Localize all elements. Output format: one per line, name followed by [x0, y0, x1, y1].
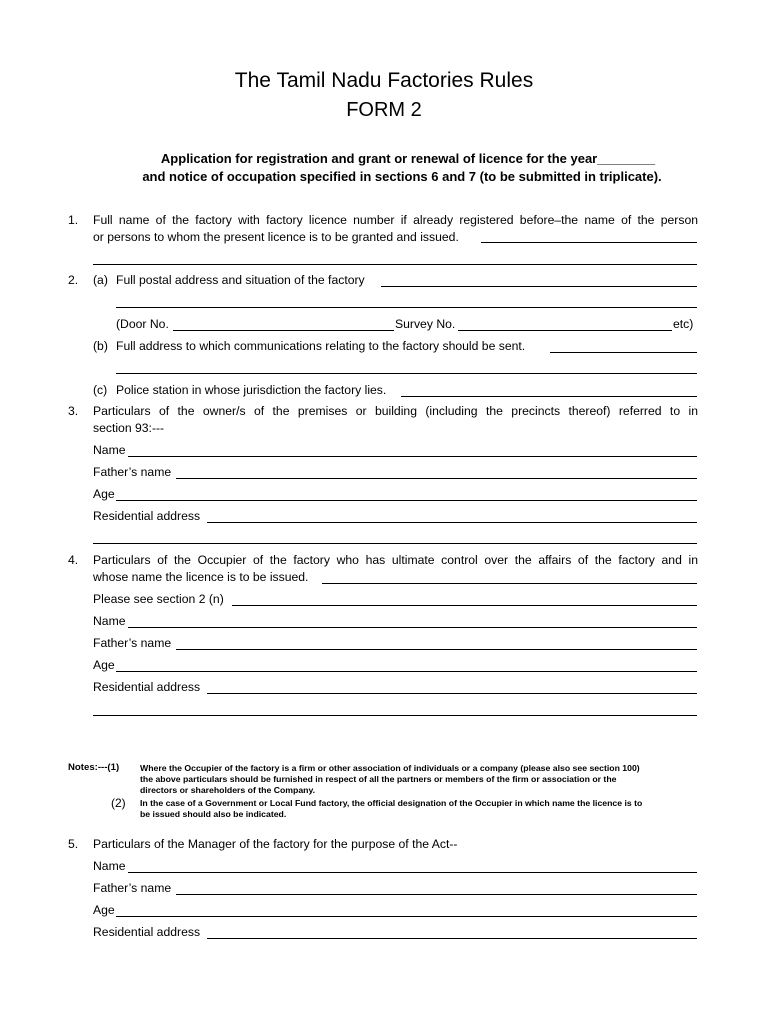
- section-2n-note: Please see section 2 (n): [93, 592, 224, 606]
- owner-age-field[interactable]: [116, 500, 697, 501]
- section-2-number: 2.: [68, 273, 79, 287]
- occupier-name-field[interactable]: [128, 627, 697, 628]
- occupier-father-label: Father’s name: [93, 636, 172, 650]
- section-5-text: Particulars of the Manager of the factory for the purpose of the Act--: [93, 837, 458, 851]
- factory-address-field[interactable]: [381, 286, 697, 287]
- manager-father-label: Father’s name: [93, 881, 172, 895]
- section-1-number: 1.: [68, 213, 79, 227]
- communication-address-field[interactable]: [550, 352, 697, 353]
- owner-father-label: Father’s name: [93, 465, 172, 479]
- note-2-number: (2): [111, 796, 126, 810]
- police-station-field[interactable]: [401, 396, 697, 397]
- manager-age-field[interactable]: [116, 916, 697, 917]
- section-3-text-2: section 93:---: [93, 421, 165, 435]
- occupier-father-field[interactable]: [176, 649, 697, 650]
- section-2b-label: (b): [93, 339, 108, 353]
- section-2c-label: (c): [93, 383, 108, 397]
- note-1-line-2: the above particulars should be furnished in respect of all the partners or members of the firm or association or the: [140, 774, 617, 784]
- occupier-address-field-2[interactable]: [93, 715, 697, 716]
- owner-address-field-2[interactable]: [93, 543, 697, 544]
- occupier-name-label: Name: [93, 614, 126, 628]
- intro-line-1: Application for registration and grant or renewal of licence for the year________: [160, 151, 656, 166]
- manager-father-field[interactable]: [176, 894, 697, 895]
- section-1-text-2: or persons to whom the present licence is to be granted and issued.: [93, 230, 459, 244]
- door-no-field[interactable]: [173, 330, 394, 331]
- intro-line-2: and notice of occupation specified in sections 6 and 7 (to be submitted in triplicate).: [142, 169, 662, 184]
- owner-age-label: Age: [93, 487, 115, 501]
- section-1-field-extra[interactable]: [93, 264, 697, 265]
- survey-no-field[interactable]: [458, 330, 672, 331]
- section-3-number: 3.: [68, 404, 79, 418]
- manager-address-label: Residential address: [93, 925, 201, 939]
- section-2n-field[interactable]: [232, 605, 697, 606]
- communication-address-field-2[interactable]: [116, 373, 697, 374]
- etc-label: etc): [673, 317, 694, 331]
- note-2-line-2: be issued should also be indicated.: [140, 809, 287, 819]
- occupier-age-label: Age: [93, 658, 115, 672]
- notes-label: Notes:---(1): [68, 762, 120, 773]
- section-2a-label: (a): [93, 273, 108, 287]
- section-1-text-1: Full name of the factory with factory licence number if already registered before–the name of the person: [93, 213, 698, 227]
- section-4-number: 4.: [68, 553, 79, 567]
- document-title: The Tamil Nadu Factories Rules: [234, 69, 534, 92]
- note-1-line-1: Where the Occupier of the factory is a firm or other association of individuals or a company (please also see section 100): [140, 763, 640, 773]
- section-2c-text: Police station in whose jurisdiction the factory lies.: [116, 383, 387, 397]
- section-5-number: 5.: [68, 837, 79, 851]
- owner-name-label: Name: [93, 443, 126, 457]
- section-4-text-1: Particulars of the Occupier of the factory who has ultimate control over the affairs of the factory and in: [93, 553, 698, 567]
- owner-father-field[interactable]: [176, 478, 697, 479]
- note-2-line-1: In the case of a Government or Local Fund factory, the official designation of the Occupier in which name the licence is to: [140, 798, 643, 808]
- owner-address-label: Residential address: [93, 509, 201, 523]
- occupier-licence-field[interactable]: [322, 583, 697, 584]
- occupier-address-field[interactable]: [207, 693, 697, 694]
- manager-address-field[interactable]: [207, 938, 697, 939]
- occupier-address-label: Residential address: [93, 680, 201, 694]
- form-number: FORM 2: [346, 99, 422, 121]
- section-4-text-2: whose name the licence is to be issued.: [93, 570, 309, 584]
- door-no-label: (Door No.: [116, 317, 169, 331]
- owner-address-field[interactable]: [207, 522, 697, 523]
- section-3-text-1: Particulars of the owner/s of the premises or building (including the precincts thereof) referred to in: [93, 404, 698, 418]
- note-1-line-3: directors or shareholders of the Company.: [140, 785, 316, 795]
- section-2b-text: Full address to which communications relating to the factory should be sent.: [116, 339, 526, 353]
- manager-age-label: Age: [93, 903, 115, 917]
- occupier-age-field[interactable]: [116, 671, 697, 672]
- section-1-field[interactable]: [481, 242, 697, 243]
- manager-name-label: Name: [93, 859, 126, 873]
- owner-name-field[interactable]: [128, 456, 697, 457]
- section-2a-text: Full postal address and situation of the factory: [116, 273, 365, 287]
- manager-name-field[interactable]: [128, 872, 697, 873]
- factory-address-field-2[interactable]: [116, 307, 697, 308]
- survey-no-label: Survey No.: [395, 317, 456, 331]
